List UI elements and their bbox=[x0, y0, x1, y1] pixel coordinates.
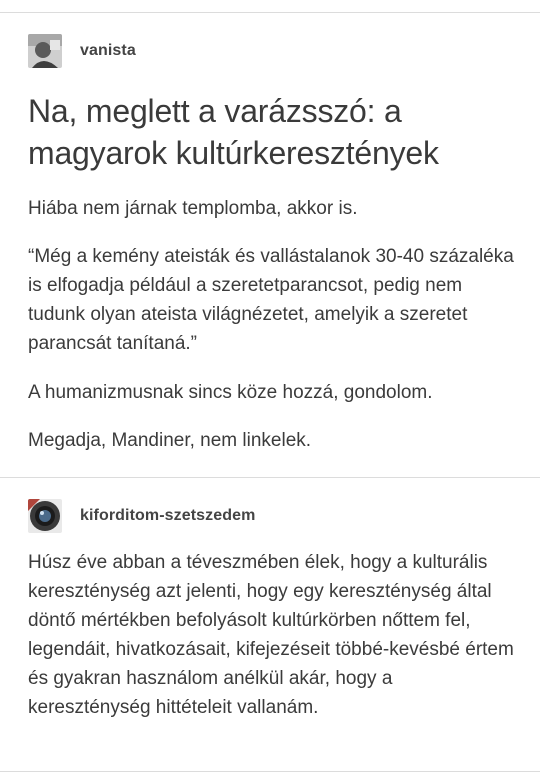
post-paragraph-quote: “Még a kemény ateisták és vallástalanok 30-40 százaléka is elfogadja például a szeretetparancsot, pedig nem tudunk olyan ateista világnézetet, amelyik a szeretet parancsát tanítaná.” bbox=[28, 246, 514, 354]
avatar[interactable] bbox=[28, 499, 62, 533]
post-header-kiforditom bbox=[28, 499, 255, 533]
post-title: Na, meglett a varázsszó: a magyarok kultúrkeresztények bbox=[28, 93, 439, 171]
post-paragraph: Megadja, Mandiner, nem linkelek. bbox=[28, 430, 312, 451]
bottom-divider bbox=[0, 771, 540, 772]
post-header-vanista bbox=[28, 34, 136, 68]
post-divider bbox=[0, 477, 540, 478]
post-username[interactable]: kiforditom-szetszedem bbox=[80, 507, 256, 524]
post-paragraph: Hiába nem járnak templomba, akkor is. bbox=[28, 198, 358, 219]
avatar-camera-lens-icon bbox=[28, 499, 62, 533]
top-divider bbox=[0, 12, 540, 13]
avatar[interactable] bbox=[28, 34, 62, 68]
post-paragraph: A humanizmusnak sincs köze hozzá, gondolom. bbox=[28, 382, 433, 403]
avatar-vanista-icon bbox=[28, 34, 62, 68]
post-username[interactable]: vanista bbox=[80, 42, 136, 59]
post-paragraph: Húsz éve abban a téveszmében élek, hogy a kulturális kereszténység azt jelenti, hogy egy kereszténység által döntő mértékben befolyásolt kultúrkörben nőttem fel, legendáit, hivatkozásait, kifejezéseit többé-kevésbé értem és gyakran használom anélkül akár, hogy a kereszténység hittételeit vallanám. bbox=[28, 552, 514, 718]
